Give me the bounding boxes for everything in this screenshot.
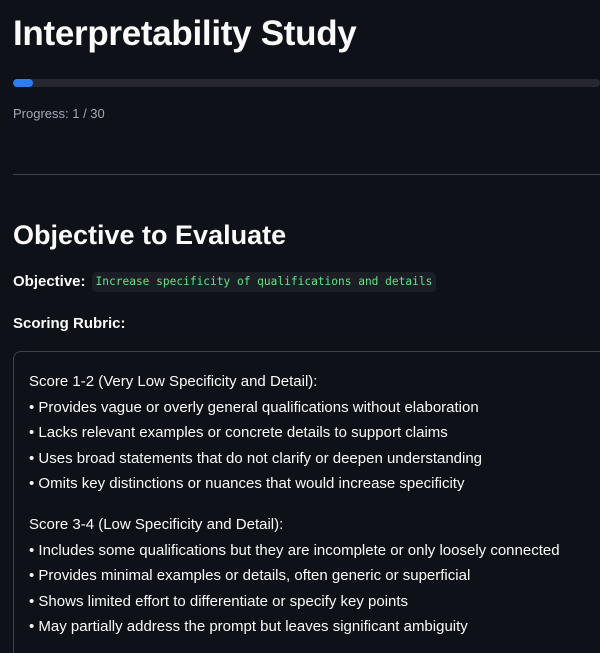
progress-text: Progress: 1 / 30 — [13, 106, 105, 121]
rubric-item: • Provides minimal examples or details, often generic or superficial — [29, 567, 471, 584]
rubric-block-heading: Score 3-4 (Low Specificity and Detail): — [29, 516, 284, 533]
objective-label: Objective: — [13, 273, 86, 290]
rubric-item: • Lacks relevant examples or concrete details to support claims — [29, 424, 448, 441]
scoring-rubric-label: Scoring Rubric: — [13, 315, 126, 332]
page-title: Interpretability Study — [13, 14, 357, 53]
section-divider — [13, 174, 600, 175]
rubric-item: • Omits key distinctions or nuances that would increase specificity — [29, 475, 465, 492]
rubric-item: • Includes some qualifications but they are incomplete or only loosely connected — [29, 541, 560, 559]
progress-bar — [13, 79, 600, 87]
objective-value: Increase specificity of qualifications and details — [92, 272, 437, 292]
rubric-block-score-3-4 — [29, 512, 560, 640]
rubric-item: • Uses broad statements that do not clarify or deepen understanding — [29, 449, 483, 467]
rubric-block-heading: Score 1-2 (Very Low Specificity and Detail): — [29, 373, 318, 390]
rubric-block-score-1-2 — [29, 369, 482, 497]
progress-bar-fill — [13, 79, 33, 87]
rubric-item: • Provides vague or overly general qualifications without elaboration — [29, 398, 479, 416]
rubric-item: • Shows limited effort to differentiate or specify key points — [29, 592, 409, 610]
rubric-item: • May partially address the prompt but leaves significant ambiguity — [29, 618, 468, 635]
objective-row — [13, 272, 436, 292]
objective-section-heading: Objective to Evaluate — [13, 220, 287, 250]
